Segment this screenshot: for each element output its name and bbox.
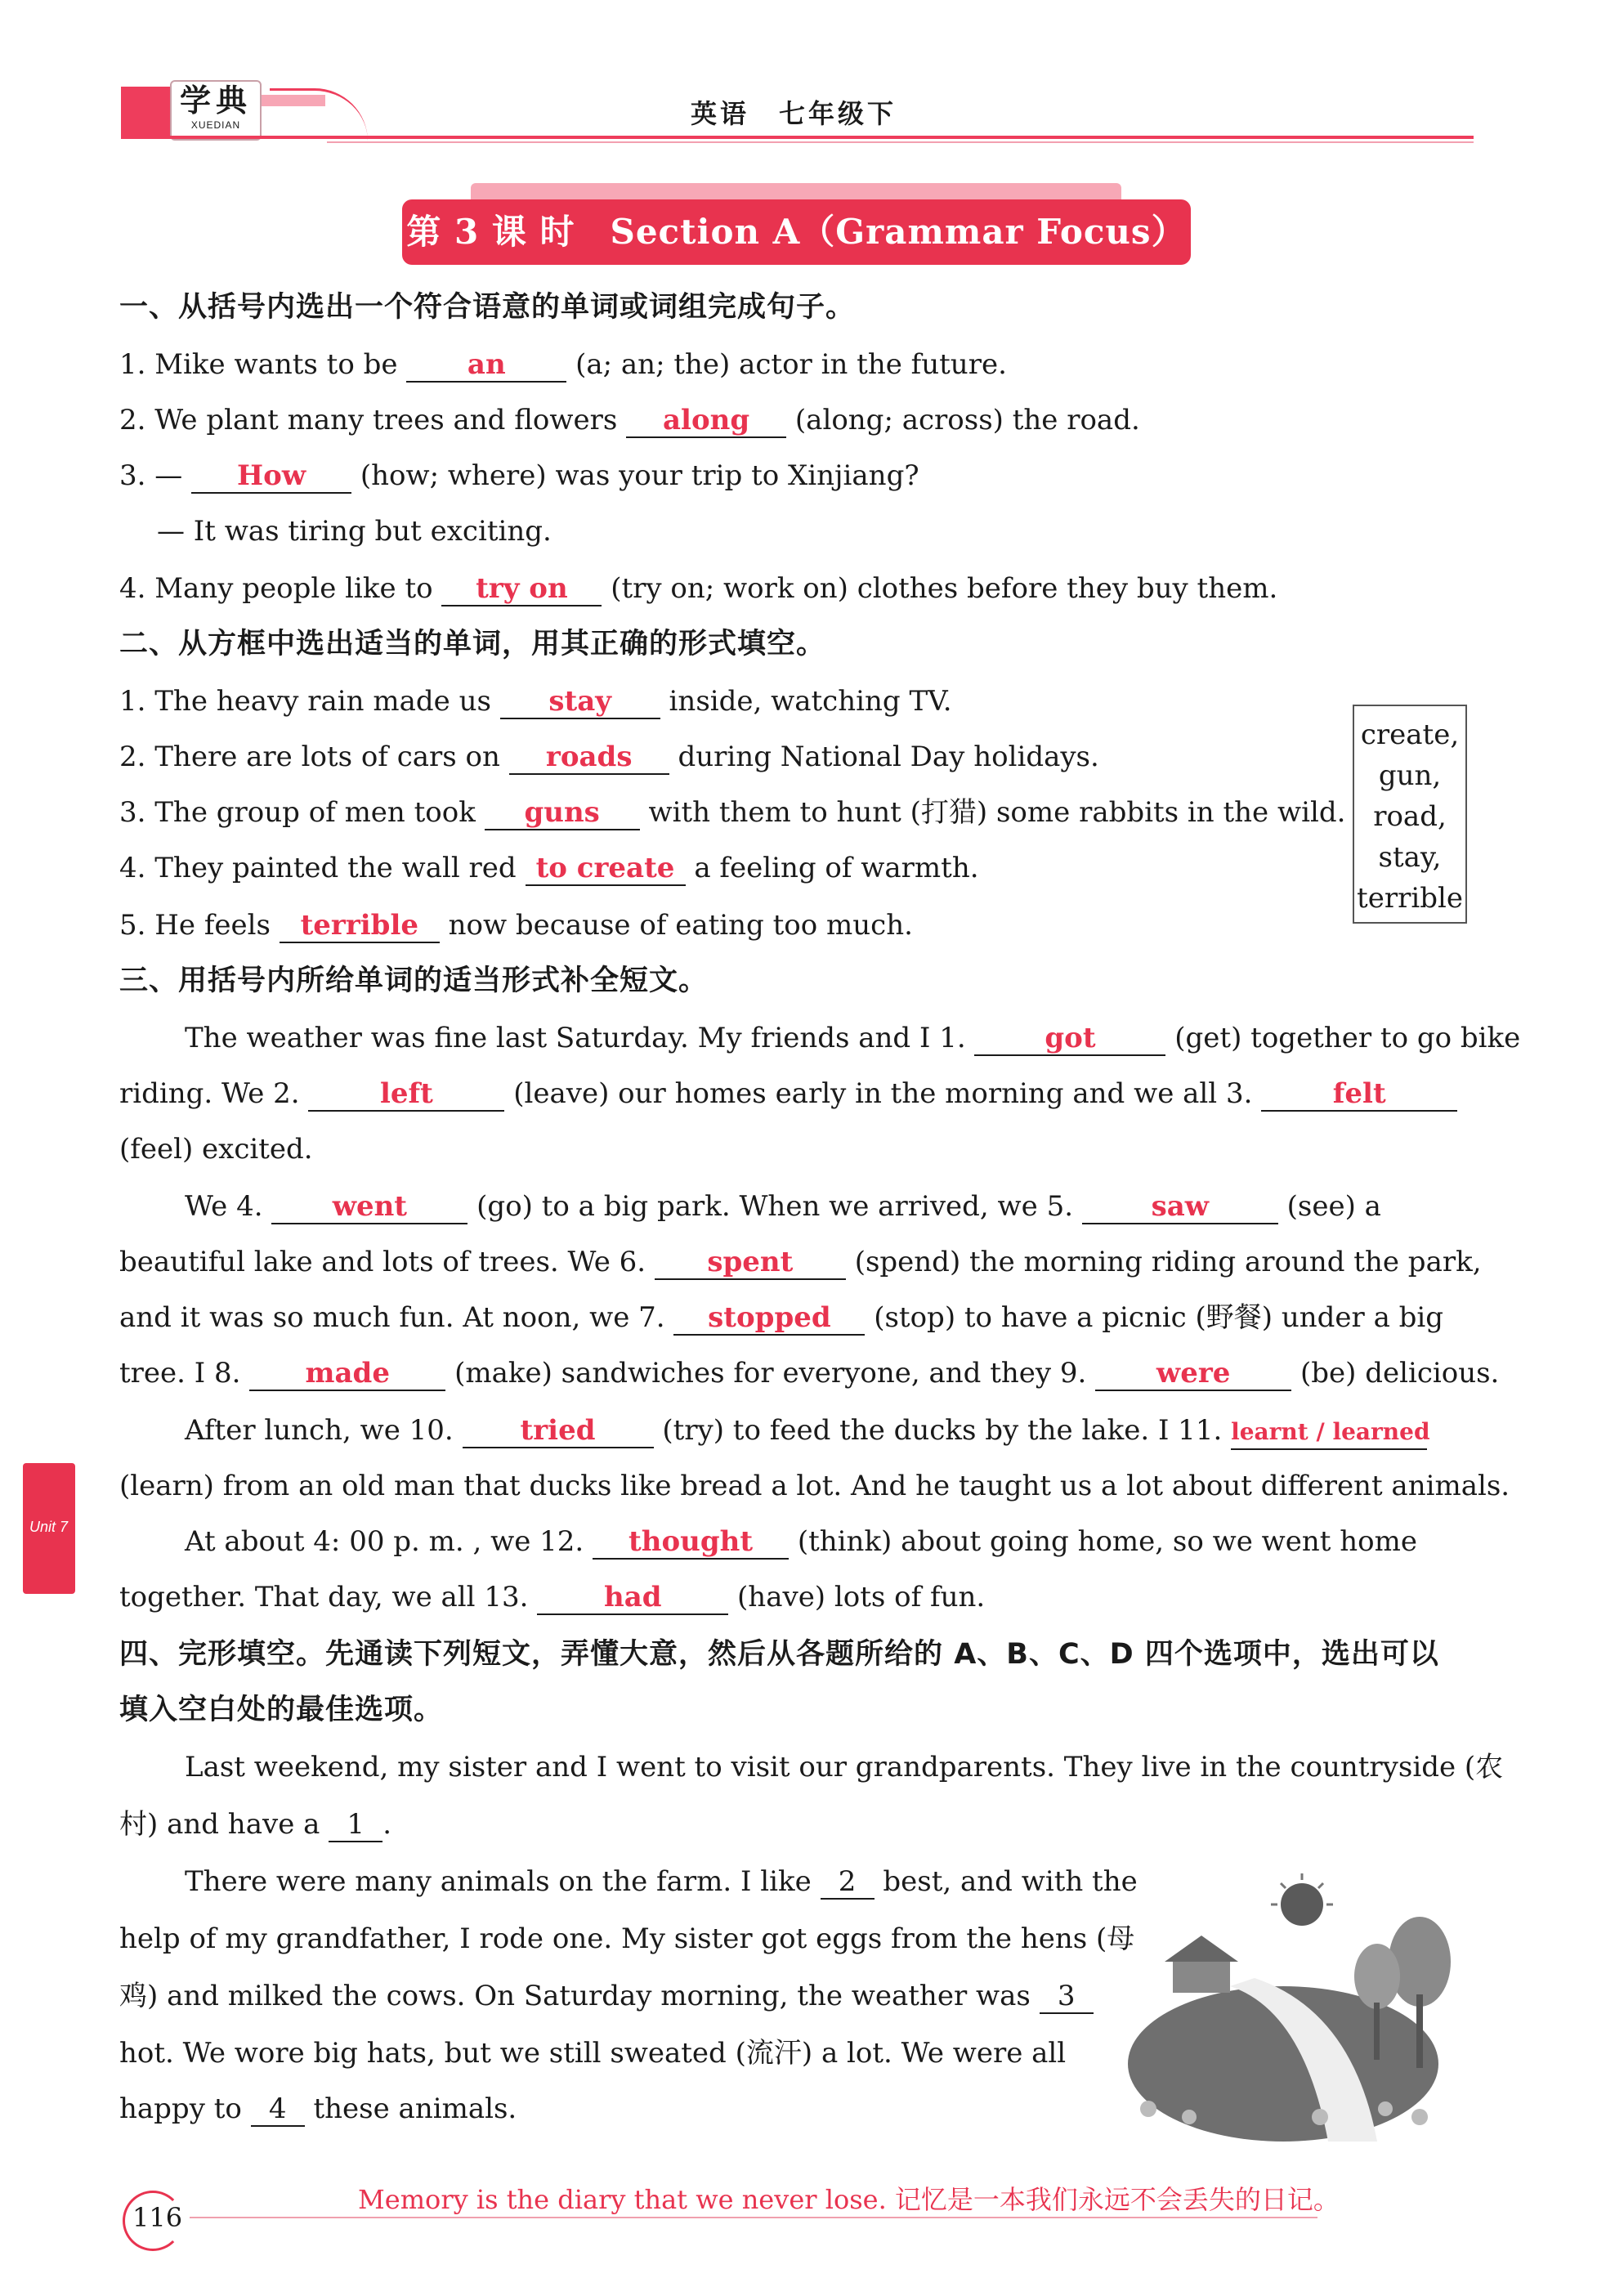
house-icon [1173, 1960, 1230, 1993]
part2-q5 [119, 907, 913, 943]
passage-text: (make) sandwiches for everyone, and they 9. [454, 1357, 1087, 1390]
part4-heading-cont: 填入空白处的最佳选项。 [119, 1694, 444, 1726]
passage-text: (leave) our homes early in the morning and we all 3. [513, 1077, 1253, 1110]
q-text: a feeling of warmth. [694, 852, 979, 884]
part3-line1 [185, 1020, 1520, 1056]
passage-text: tree. I 8. [119, 1357, 241, 1390]
passage-text: (be) delicious. [1300, 1357, 1500, 1390]
answer-blank[interactable]: had [537, 1581, 728, 1615]
q-text: 1. Mike wants to be [119, 348, 398, 381]
page-number: 116 [132, 2202, 183, 2233]
part1-q3-reply: — It was tiring but exciting. [157, 515, 552, 548]
passage-text: and it was so much fun. At noon, we 7. [119, 1301, 665, 1334]
q-text: 4. Many people like to [119, 572, 433, 605]
part3-line8 [185, 1412, 1430, 1450]
part3-line3: (feel) excited. [119, 1133, 313, 1166]
answer-blank[interactable]: got [974, 1022, 1165, 1056]
tree-icon [1354, 1944, 1400, 2009]
answer-blank[interactable]: guns [485, 796, 640, 830]
answer-blank[interactable]: thought [593, 1525, 789, 1560]
word-bank-item: gun, [1378, 759, 1442, 792]
part3-heading: 三、用括号内所给单词的适当形式补全短文。 [119, 964, 709, 997]
answer-blank[interactable]: tried [463, 1414, 654, 1448]
passage-text: (try) to feed the ducks by the lake. I 11. [662, 1414, 1223, 1447]
answer-blank[interactable]: try on [441, 572, 602, 606]
part2-q3 [119, 794, 1345, 830]
passage-text: At about 4: 00 p. m. , we 12. [185, 1525, 584, 1558]
brand-logo [170, 80, 262, 141]
cloze-line3 [185, 1864, 1138, 1900]
part3-line11 [119, 1579, 985, 1615]
q-text: 4. They painted the wall red [119, 852, 517, 884]
q-text: (try on; work on) clothes before they buy them. [611, 572, 1278, 605]
passage-text: 村) and have a [119, 1808, 320, 1841]
q-text: 3. — [119, 459, 183, 492]
passage-text: 鸡) and milked the cows. On Saturday morning, the weather was [119, 1980, 1031, 2012]
part3-line6 [119, 1300, 1443, 1336]
footer-motto: Memory is the diary that we never lose. 记忆是一本我们永远不会丢失的日记。 [358, 2184, 1340, 2215]
part3-line5 [119, 1244, 1482, 1280]
header-curve [270, 88, 368, 141]
passage-text: There were many animals on the farm. I like [185, 1865, 812, 1898]
cloze-blank[interactable]: 1 [329, 1808, 382, 1842]
part3-line4 [185, 1188, 1381, 1224]
word-bank-item: create, [1360, 718, 1460, 751]
lesson-title: 第 3 课 时 Section A（Grammar Focus） [402, 199, 1191, 265]
part1-q3 [119, 458, 919, 494]
passage-text: (see) a [1286, 1190, 1381, 1223]
passage-text: (think) about going home, so we went home [797, 1525, 1417, 1558]
answer-blank[interactable]: went [271, 1190, 467, 1224]
part2-q4 [119, 850, 979, 886]
q-text: (a; an; the) actor in the future. [575, 348, 1007, 381]
q-text: 2. There are lots of cars on [119, 741, 500, 773]
part3-line7 [119, 1355, 1499, 1391]
answer-blank[interactable]: learnt / learned [1231, 1416, 1427, 1450]
header-rule [121, 136, 1474, 139]
part3-line2 [119, 1076, 1457, 1112]
footer-rule [190, 2217, 1317, 2218]
answer-blank[interactable]: saw [1082, 1190, 1278, 1224]
tree-icon [1389, 1917, 1451, 2007]
cloze-blank[interactable]: 3 [1040, 1980, 1094, 2014]
cloze-blank[interactable]: 2 [821, 1865, 875, 1900]
cloze-line1: Last weekend, my sister and I went to visit our grandparents. They live in the countryside (农 [185, 1751, 1504, 1784]
q-text: inside, watching TV. [669, 685, 952, 718]
logo-en: XUEDIAN [190, 119, 241, 131]
answer-blank[interactable]: stay [500, 685, 660, 719]
answer-blank[interactable]: stopped [673, 1301, 865, 1336]
word-bank-box [1353, 705, 1467, 924]
answer-blank[interactable]: roads [509, 741, 669, 775]
passage-text: The weather was fine last Saturday. My friends and I 1. [185, 1022, 966, 1054]
q-text: (along; across) the road. [794, 404, 1140, 436]
header-rule-thin [327, 141, 1474, 143]
passage-text: (go) to a big park. When we arrived, we 5. [476, 1190, 1074, 1223]
passage-text: (have) lots of fun. [737, 1581, 986, 1613]
q-text: during National Day holidays. [678, 741, 1099, 773]
answer-blank[interactable]: along [626, 404, 786, 438]
part3-line10 [185, 1524, 1417, 1560]
cloze-blank[interactable]: 4 [251, 2092, 305, 2127]
passage-text: (stop) to have a picnic (野餐) under a big [874, 1301, 1444, 1334]
part2-heading: 二、从方框中选出适当的单词，用其正确的形式填空。 [119, 628, 826, 660]
passage-text: (spend) the morning riding around the park, [854, 1246, 1482, 1278]
logo-cn: 学典 [179, 82, 252, 119]
q-text: (how; where) was your trip to Xinjiang? [360, 459, 919, 492]
passage-text: best, and with the [883, 1865, 1138, 1898]
part2-q1 [119, 683, 952, 719]
passage-text: these animals. [313, 2092, 517, 2125]
answer-blank[interactable]: left [308, 1077, 504, 1112]
answer-blank[interactable]: an [406, 348, 566, 383]
answer-blank[interactable]: were [1095, 1357, 1291, 1391]
part4-heading: 四、完形填空。先通读下列短文，弄懂大意，然后从各题所给的 A、B、C、D 四个选项中，选出可以 [119, 1638, 1439, 1671]
part2-q2 [119, 739, 1099, 775]
passage-text: . [382, 1808, 392, 1841]
answer-blank[interactable]: felt [1261, 1077, 1457, 1112]
part1-q4 [119, 571, 1277, 606]
q-text: with them to hunt (打猎) some rabbits in the wild. [648, 796, 1346, 829]
passage-text: together. That day, we all 13. [119, 1581, 529, 1613]
word-bank-item: road, [1373, 800, 1447, 833]
answer-blank[interactable]: spent [655, 1246, 846, 1280]
unit-label: Unit 7 [29, 1519, 69, 1535]
cloze-line4: help of my grandfather, I rode one. My sister got eggs from the hens (母 [119, 1922, 1135, 1955]
passage-text: After lunch, we 10. [185, 1414, 454, 1447]
passage-text: (get) together to go bike [1174, 1022, 1521, 1054]
q-text: 3. The group of men took [119, 796, 476, 829]
part1-heading: 一、从括号内选出一个符合语意的单词或词组完成句子。 [119, 291, 856, 324]
sun-icon [1281, 1883, 1323, 1926]
answer-blank[interactable]: How [191, 459, 351, 494]
part1-q2 [119, 402, 1140, 438]
farm-illustration [1116, 1872, 1467, 2142]
part3-line9: (learn) from an old man that ducks like bread a lot. And he taught us a lot about different animals. [119, 1470, 1510, 1502]
passage-text: beautiful lake and lots of trees. We 6. [119, 1246, 646, 1278]
word-bank-item: terrible [1357, 882, 1463, 915]
q-text: 1. The heavy rain made us [119, 685, 491, 718]
word-bank-item: stay, [1378, 841, 1442, 874]
cloze-line6: hot. We wore big hats, but we still sweated (流汗) a lot. We were all [119, 2037, 1067, 2070]
answer-blank[interactable]: to create [526, 852, 686, 886]
cloze-line5 [119, 1978, 1094, 2014]
q-text: 2. We plant many trees and flowers [119, 404, 618, 436]
q-text: 5. He feels [119, 909, 271, 942]
passage-text: We 4. [185, 1190, 263, 1223]
cloze-line7 [119, 2091, 517, 2127]
part1-q1 [119, 347, 1007, 383]
answer-blank[interactable]: made [249, 1357, 445, 1391]
answer-blank[interactable]: terrible [280, 909, 440, 943]
cloze-line2 [119, 1806, 391, 1842]
subject-label: 英语 七年级下 [691, 98, 897, 129]
passage-text: happy to [119, 2092, 242, 2125]
unit-side-tab [23, 1463, 75, 1594]
q-text: now because of eating too much. [448, 909, 913, 942]
passage-text: riding. We 2. [119, 1077, 300, 1110]
